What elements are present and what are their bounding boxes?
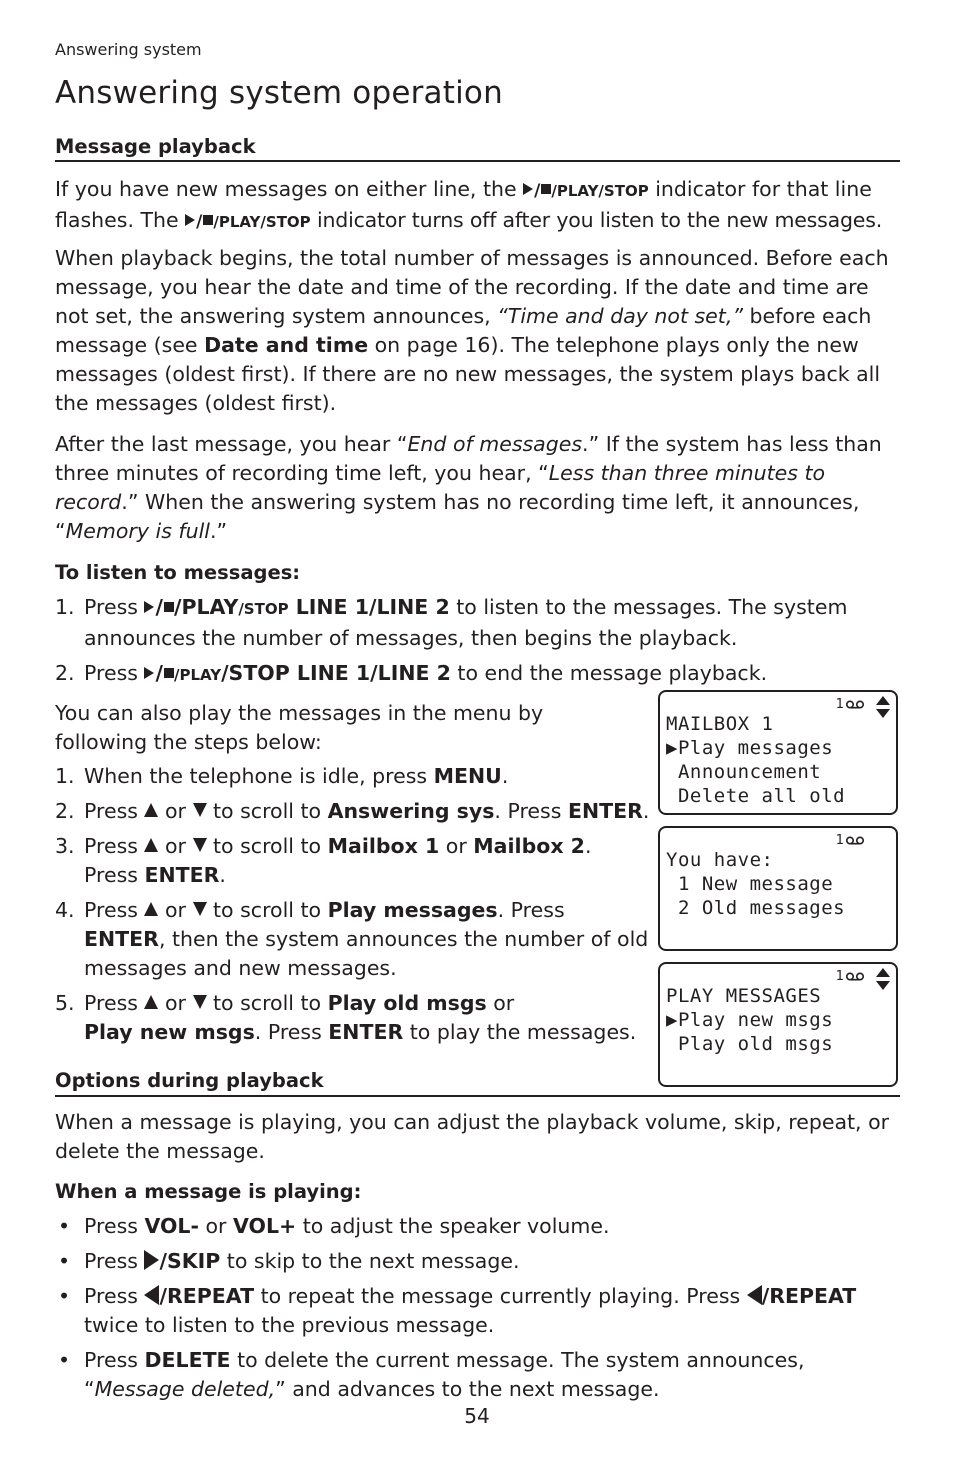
paragraph-menu-intro: You can also play the messages in the menu by following the steps below: [55, 701, 544, 754]
lcd-line: Announcement [666, 761, 822, 783]
list-item: 4. Press or to scroll to Play messages. Press ENTER, then the system announces the number of old messages and new messages. [55, 898, 649, 980]
lcd-line: Play old msgs [666, 1033, 834, 1055]
up-arrow-icon [144, 995, 158, 1009]
lcd-screen-play-messages [658, 962, 898, 1087]
lcd-line: 2 Old messages [666, 897, 846, 919]
list-item: 2. Press or to scroll to Answering sys. Press ENTER. [55, 799, 650, 823]
stop-icon [203, 215, 213, 225]
repeat-icon [747, 1285, 762, 1305]
lcd-line: Delete all old [666, 785, 846, 807]
heading-options: Options during playback [55, 1069, 324, 1092]
stop-icon [541, 184, 551, 194]
list-item: • Press /SKIP to skip to the next message. [58, 1249, 520, 1273]
scroll-arrows-icon [876, 968, 890, 990]
lcd-screen-you-have [658, 826, 898, 951]
down-arrow-icon [193, 803, 207, 817]
heading-to-listen: To listen to messages: [55, 561, 301, 584]
stop-icon [164, 668, 174, 678]
repeat-icon [144, 1285, 159, 1305]
list-item: • Press VOL- or VOL+ to adjust the speaker volume. [58, 1214, 610, 1238]
heading-rule [55, 1095, 900, 1097]
page-title: Answering system operation [55, 75, 503, 111]
list-item: 2. Press / /PLAY/STOP LINE 1/LINE 2 to end the message playback. [55, 661, 768, 685]
list-item: • Press /REPEAT to repeat the message currently playing. Press /REPEAT twice to listen to the previous message. [58, 1284, 857, 1337]
list-item: 1. When the telephone is idle, press MENU. [55, 764, 509, 788]
lcd-line: PLAY MESSAGES [666, 985, 822, 1007]
paragraph-options: When a message is playing, you can adjust the playback volume, skip, repeat, or delete the message. [55, 1110, 890, 1163]
section-label: Answering system [55, 40, 202, 59]
heading-when-playing: When a message is playing: [55, 1180, 362, 1203]
play-icon [144, 667, 154, 679]
stop-icon [164, 602, 174, 612]
listen-steps [55, 593, 900, 690]
list-item: 5. Press or to scroll to Play old msgs or Play new msgs. Press ENTER to play the messages. [55, 991, 637, 1044]
down-arrow-icon [193, 838, 207, 852]
page-number: 54 [464, 1404, 490, 1428]
skip-icon [144, 1250, 159, 1270]
lcd-line: ▶Play new msgs [666, 1009, 834, 1031]
up-arrow-icon [144, 902, 158, 916]
heading-message-playback: Message playback [55, 135, 256, 158]
lcd-screen-mailbox [658, 690, 898, 815]
mailbox-indicator: 1 [836, 969, 864, 984]
options-bullets [55, 1212, 900, 1404]
mailbox-indicator: 1 [836, 697, 864, 712]
lcd-line: 1 New message [666, 873, 834, 895]
play-icon [144, 601, 154, 613]
voicemail-icon [846, 836, 864, 845]
paragraph-indicator: If you have new messages on either line, the / /PLAY/STOP indicator for that line flashes. The / /PLAY/STOP indicator turns off after you listen to the new messages. [55, 177, 883, 232]
lcd-line: MAILBOX 1 [666, 713, 774, 735]
paragraph-end-of-messages: After the last message, you hear “End of messages.” If the system has less than three minutes of recording time left, you hear, “Less than three minutes to record.” When the answering system has no recording time left, it announces, “Memory is full.” [55, 432, 882, 543]
list-item: 3. Press or to scroll to Mailbox 1 or Mailbox 2. Press ENTER. [55, 834, 592, 887]
voicemail-icon [846, 972, 864, 981]
lcd-line: You have: [666, 849, 774, 871]
scroll-arrows-icon [876, 696, 890, 718]
up-arrow-icon [144, 803, 158, 817]
down-arrow-icon [193, 995, 207, 1009]
menu-steps [55, 762, 655, 1047]
paragraph-playback-begins: When playback begins, the total number of messages is announced. Before each message, you hear the date and time of the recording. If the date and time are not set, the answering system announces, “Time and day not set,” before each message (see Date and time on page 16). The telephone plays only the new messages (oldest first). If there are no new messages, the system plays back all the messages (oldest first). [55, 246, 889, 415]
down-arrow-icon [193, 902, 207, 916]
play-icon [185, 214, 195, 226]
list-item: 1. Press / /PLAY/STOP LINE 1/LINE 2 to listen to the messages. The system announces the number of messages, then begins the playback. [55, 595, 848, 650]
up-arrow-icon [144, 838, 158, 852]
voicemail-icon [846, 700, 864, 709]
lcd-line: ▶Play messages [666, 737, 834, 759]
play-icon [523, 183, 533, 195]
list-item: • Press DELETE to delete the current message. The system announces, “Message deleted,” and advances to the next message. [58, 1348, 805, 1401]
mailbox-indicator: 1 [836, 833, 864, 848]
heading-rule [55, 160, 900, 162]
